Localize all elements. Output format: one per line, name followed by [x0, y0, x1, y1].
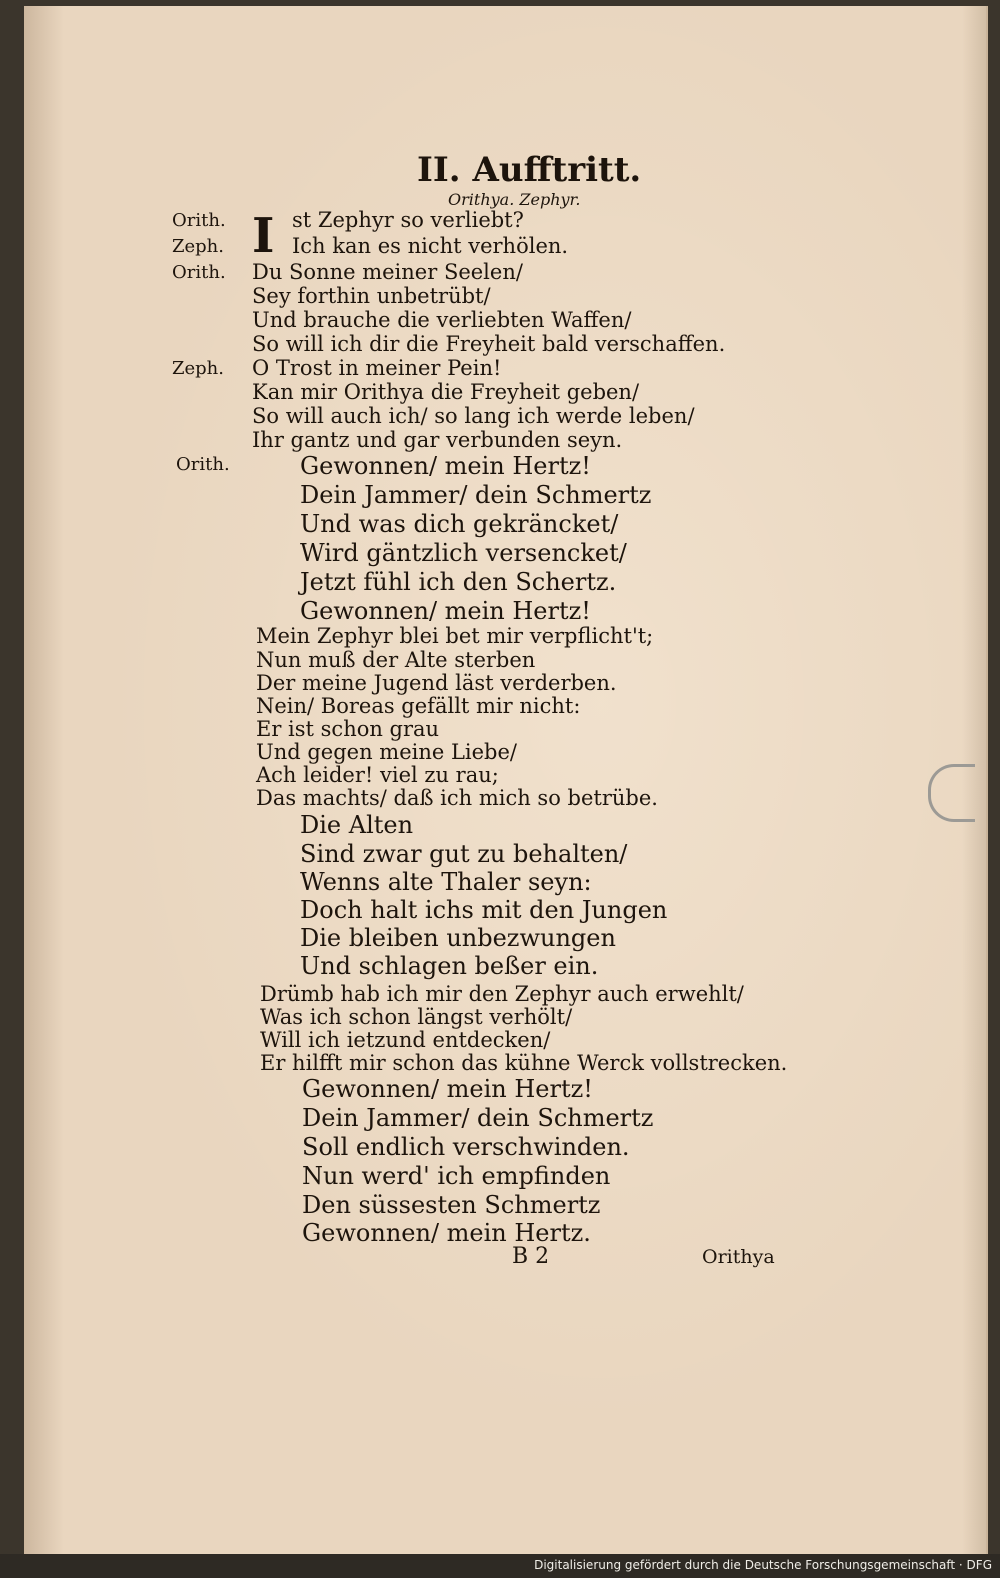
scene-heading: II. Aufftritt. [417, 150, 642, 190]
text-line: O Trost in meiner Pein! [252, 356, 502, 380]
text-line: So will auch ich/ so lang ich werde leben/ [252, 404, 695, 428]
text-line: Er hilfft mir schon das kühne Werck vollstrecken. [260, 1051, 788, 1075]
text-line: st Zephyr so verliebt? [292, 208, 524, 232]
text-line: Dein Jammer/ dein Schmertz [302, 1104, 654, 1132]
text-line: Und brauche die verliebten Waffen/ [252, 308, 632, 332]
signature-mark: B 2 [512, 1244, 550, 1269]
text-line: Und gegen meine Liebe/ [256, 740, 518, 764]
text-line: Die Alten [300, 811, 414, 839]
drop-capital: I [252, 208, 275, 264]
text-line: Gewonnen/ mein Hertz! [302, 1075, 593, 1103]
text-line: Das machts/ daß ich mich so betrübe. [256, 786, 658, 810]
speaker-label: Zeph. [172, 236, 224, 257]
speaker-label: Orith. [176, 454, 230, 475]
text-line: Sey forthin unbetrübt/ [252, 284, 491, 308]
text-line: Soll endlich verschwinden. [302, 1133, 630, 1161]
text-line: Wird gäntzlich versencket/ [300, 539, 627, 567]
text-line: Will ich ietzund entdecken/ [260, 1028, 551, 1052]
catchword: Orithya [702, 1246, 775, 1268]
text-line: Den süssesten Schmertz [302, 1191, 601, 1219]
text-line: Du Sonne meiner Seelen/ [252, 260, 523, 284]
text-line: Die bleiben unbezwungen [300, 924, 616, 952]
text-line: Der meine Jugend läst verderben. [256, 671, 617, 695]
text-line: Und was dich gekräncket/ [300, 510, 619, 538]
text-line: Jetzt fühl ich den Schertz. [300, 568, 617, 596]
speaker-label: Orith. [172, 210, 226, 231]
text-line: Ich kan es nicht verhölen. [292, 234, 569, 258]
text-line: Und schlagen beßer ein. [300, 952, 599, 980]
text-line: Kan mir Orithya die Freyheit geben/ [252, 380, 640, 404]
text-line: Nun werd' ich empfinden [302, 1162, 611, 1190]
text-line: Er ist schon grau [256, 717, 440, 741]
text-line: Drümb hab ich mir den Zephyr auch erwehlt/ [260, 982, 744, 1006]
text-line: Sind zwar gut zu behalten/ [300, 840, 628, 868]
text-line: Gewonnen/ mein Hertz. [302, 1219, 591, 1247]
text-line: Gewonnen/ mein Hertz! [300, 597, 591, 625]
cast-list: Orithya. Zephyr. [448, 190, 581, 209]
funding-credit: Digitalisierung gefördert durch die Deutsche Forschungsgemeinschaft · DFG [534, 1558, 992, 1572]
page-clip [928, 764, 975, 822]
text-line: Nun muß der Alte sterben [256, 648, 536, 672]
text-line: Gewonnen/ mein Hertz! [300, 452, 591, 480]
text-line: Was ich schon längst verhölt/ [260, 1005, 573, 1029]
text-line: Dein Jammer/ dein Schmertz [300, 481, 652, 509]
text-line: Mein Zephyr blei bet mir verpflicht't; [256, 624, 654, 648]
text-line: Doch halt ichs mit den Jungen [300, 896, 668, 924]
speaker-label: Orith. [172, 262, 226, 283]
text-line: Ach leider! viel zu rau; [256, 763, 499, 787]
text-line: Nein/ Boreas gefällt mir nicht: [256, 694, 581, 718]
speaker-label: Zeph. [172, 358, 224, 379]
text-line: Ihr gantz und gar verbunden seyn. [252, 428, 623, 452]
text-line: Wenns alte Thaler seyn: [300, 868, 592, 896]
text-line: So will ich dir die Freyheit bald verschaffen. [252, 332, 726, 356]
